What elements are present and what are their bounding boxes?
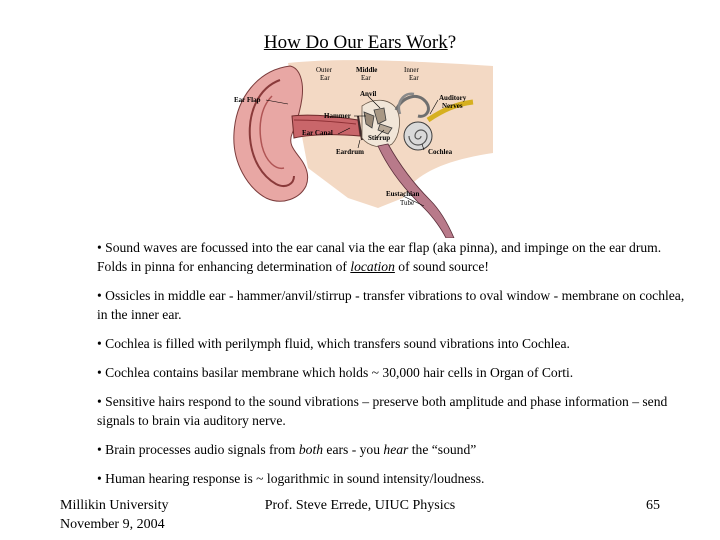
label-ear-flap: Ear Flap xyxy=(234,96,261,104)
label-middle-2: Ear xyxy=(361,74,371,82)
label-inner-2: Ear xyxy=(409,74,419,82)
bullet-item xyxy=(97,440,687,459)
label-ear-canal: Ear Canal xyxy=(302,129,333,137)
label-outer-2: Ear xyxy=(320,74,330,82)
footer-university: Millikin University xyxy=(60,498,169,513)
label-inner-1: Inner xyxy=(404,66,419,74)
bullet-text: • Brain processes audio signals from xyxy=(97,442,299,457)
cochlea-shape xyxy=(404,122,432,150)
label-outer-1: Outer xyxy=(316,66,332,74)
label-stirrup: Stirrup xyxy=(368,134,391,142)
label-eustachian-2: Tube xyxy=(400,199,415,207)
label-anvil: Anvil xyxy=(360,90,377,98)
footer-institution xyxy=(60,496,169,534)
label-eardrum: Eardrum xyxy=(336,148,364,156)
bullet-item: • Ossicles in middle ear - hammer/anvil/stirrup - transfer vibrations to oval window - membrane on cochlea, in the inner ear. xyxy=(97,288,685,322)
page-number: 65 xyxy=(646,498,660,513)
bullet-item: • Sensitive hairs respond to the sound vibrations – preserve both amplitude and phase information – send signals to brain via auditory nerve. xyxy=(97,394,668,428)
footer-author: Prof. Steve Errede, UIUC Physics xyxy=(264,498,456,513)
bullet-emphasis: both xyxy=(298,442,324,457)
bullet-emphasis: hear xyxy=(383,442,409,457)
label-eustachian-1: Eustachian xyxy=(386,190,420,198)
bullet-text: of sound source! xyxy=(394,259,489,274)
slide-title xyxy=(0,31,720,55)
footer-date: November 9, 2004 xyxy=(60,517,165,532)
bullet-emphasis: location xyxy=(350,259,395,274)
bullet-list xyxy=(97,238,687,498)
label-hammer: Hammer xyxy=(324,112,351,120)
label-middle-1: Middle xyxy=(356,66,378,74)
bullet-text: • Sound waves are focussed into the ear canal via the ear flap (aka pinna), and impinge on the ear drum. Folds in pinna for enhancing determination of xyxy=(97,240,662,274)
bullet-text: the “sound” xyxy=(408,442,477,457)
bullet-item: • Cochlea contains basilar membrane which holds ~ 30,000 hair cells in Organ of Corti. xyxy=(97,365,574,380)
ear-diagram-svg xyxy=(228,58,493,238)
label-cochlea: Cochlea xyxy=(428,148,453,156)
bullet-item: • Human hearing response is ~ logarithmic in sound intensity/loudness. xyxy=(97,471,485,486)
ear-anatomy-diagram xyxy=(228,58,493,238)
title-text: How Do Our Ears Work xyxy=(263,32,448,53)
label-auditory-1: Auditory xyxy=(439,94,467,102)
label-auditory-2: Nerves xyxy=(442,102,463,110)
bullet-item xyxy=(97,238,687,276)
bullet-text: ears - you xyxy=(323,442,384,457)
bullet-item: • Cochlea is filled with perilymph fluid, which transfers sound vibrations into Cochlea. xyxy=(97,336,570,351)
title-question-mark: ? xyxy=(447,32,457,53)
